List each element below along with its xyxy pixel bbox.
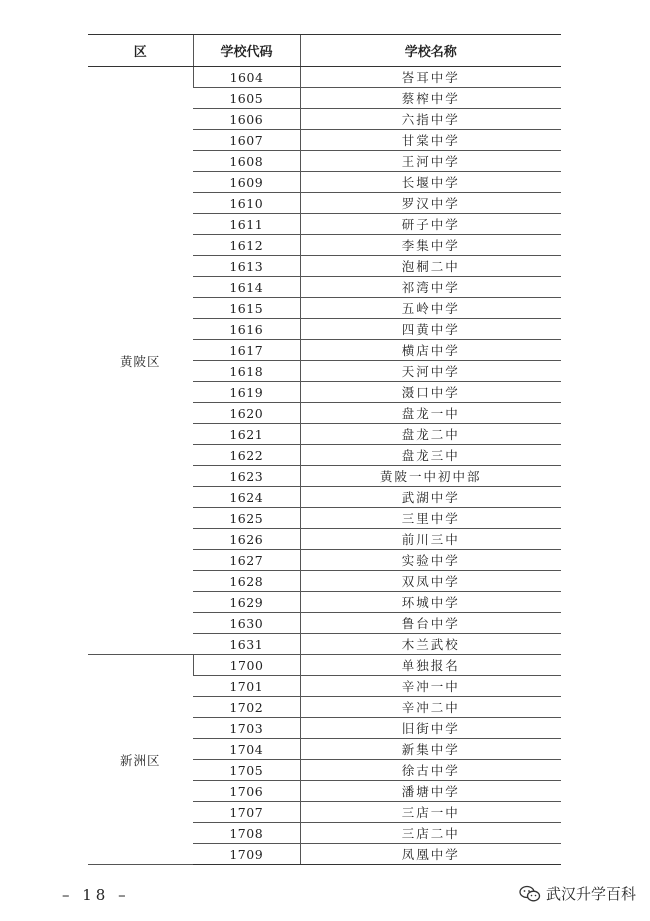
school-name-cell: 泡桐二中 <box>300 256 561 277</box>
school-code-cell: 1617 <box>193 340 300 361</box>
school-name-cell: 李集中学 <box>300 235 561 256</box>
school-name-cell: 研子中学 <box>300 214 561 235</box>
school-code-cell: 1627 <box>193 550 300 571</box>
school-name-cell: 王河中学 <box>300 151 561 172</box>
school-code-cell: 1605 <box>193 88 300 109</box>
school-code-cell: 1701 <box>193 676 300 697</box>
school-code-cell: 1704 <box>193 739 300 760</box>
header-name: 学校名称 <box>300 35 561 67</box>
school-code-cell: 1703 <box>193 718 300 739</box>
school-code-cell: 1702 <box>193 697 300 718</box>
school-code-cell: 1619 <box>193 382 300 403</box>
school-name-cell: 新集中学 <box>300 739 561 760</box>
school-code-cell: 1705 <box>193 760 300 781</box>
district-cell: 黄陂区 <box>88 67 193 655</box>
school-code-cell: 1708 <box>193 823 300 844</box>
school-code-cell: 1607 <box>193 130 300 151</box>
school-name-cell: 环城中学 <box>300 592 561 613</box>
school-name-cell: 四黄中学 <box>300 319 561 340</box>
school-name-cell: 凤凰中学 <box>300 844 561 865</box>
school-name-cell: 辛冲二中 <box>300 697 561 718</box>
school-name-cell: 鲁台中学 <box>300 613 561 634</box>
school-name-cell: 盘龙一中 <box>300 403 561 424</box>
school-code-cell: 1618 <box>193 361 300 382</box>
school-name-cell: 长堰中学 <box>300 172 561 193</box>
school-code-cell: 1620 <box>193 403 300 424</box>
school-name-cell: 罗汉中学 <box>300 193 561 214</box>
school-name-cell: 峇耳中学 <box>300 67 561 88</box>
school-name-cell: 滠口中学 <box>300 382 561 403</box>
table-row <box>88 655 561 676</box>
school-code-cell: 1606 <box>193 109 300 130</box>
school-name-cell: 辛冲一中 <box>300 676 561 697</box>
school-name-cell: 天河中学 <box>300 361 561 382</box>
watermark <box>519 883 636 904</box>
school-name-cell: 蔡榨中学 <box>300 88 561 109</box>
school-code-table <box>88 34 561 865</box>
header-row <box>88 35 561 67</box>
school-code-cell: 1631 <box>193 634 300 655</box>
school-name-cell: 黄陂一中初中部 <box>300 466 561 487</box>
school-name-cell: 前川三中 <box>300 529 561 550</box>
school-code-cell: 1706 <box>193 781 300 802</box>
school-code-cell: 1608 <box>193 151 300 172</box>
school-name-cell: 六指中学 <box>300 109 561 130</box>
header-district: 区 <box>88 35 193 67</box>
school-code-cell: 1610 <box>193 193 300 214</box>
school-code-cell: 1623 <box>193 466 300 487</box>
page-number: – 18 – <box>62 886 130 904</box>
school-code-cell: 1626 <box>193 529 300 550</box>
header-code: 学校代码 <box>193 35 300 67</box>
school-name-cell: 三店二中 <box>300 823 561 844</box>
school-name-cell: 横店中学 <box>300 340 561 361</box>
school-code-cell: 1628 <box>193 571 300 592</box>
school-code-cell: 1622 <box>193 445 300 466</box>
school-name-cell: 甘棠中学 <box>300 130 561 151</box>
school-name-cell: 徐古中学 <box>300 760 561 781</box>
school-code-cell: 1615 <box>193 298 300 319</box>
district-cell: 新洲区 <box>88 655 193 865</box>
school-code-cell: 1616 <box>193 319 300 340</box>
school-name-cell: 实验中学 <box>300 550 561 571</box>
school-name-cell: 三店一中 <box>300 802 561 823</box>
school-name-cell: 旧街中学 <box>300 718 561 739</box>
school-name-cell: 三里中学 <box>300 508 561 529</box>
school-code-cell: 1630 <box>193 613 300 634</box>
school-name-cell: 单独报名 <box>300 655 561 676</box>
school-name-cell: 武湖中学 <box>300 487 561 508</box>
school-name-cell: 潘塘中学 <box>300 781 561 802</box>
school-name-cell: 祁湾中学 <box>300 277 561 298</box>
table-row <box>88 67 561 88</box>
school-code-cell: 1611 <box>193 214 300 235</box>
school-code-cell: 1700 <box>193 655 300 676</box>
wechat-icon <box>519 885 541 903</box>
table-body <box>88 67 561 865</box>
school-name-cell: 双凤中学 <box>300 571 561 592</box>
school-code-cell: 1613 <box>193 256 300 277</box>
school-code-cell: 1609 <box>193 172 300 193</box>
school-code-cell: 1624 <box>193 487 300 508</box>
school-code-cell: 1709 <box>193 844 300 865</box>
school-code-cell: 1621 <box>193 424 300 445</box>
school-code-cell: 1707 <box>193 802 300 823</box>
school-name-cell: 五岭中学 <box>300 298 561 319</box>
school-code-cell: 1604 <box>193 67 300 88</box>
school-name-cell: 盘龙二中 <box>300 424 561 445</box>
watermark-text: 武汉升学百科 <box>545 885 636 903</box>
school-code-cell: 1629 <box>193 592 300 613</box>
school-code-cell: 1612 <box>193 235 300 256</box>
school-name-cell: 盘龙三中 <box>300 445 561 466</box>
school-code-cell: 1625 <box>193 508 300 529</box>
school-code-cell: 1614 <box>193 277 300 298</box>
school-name-cell: 木兰武校 <box>300 634 561 655</box>
